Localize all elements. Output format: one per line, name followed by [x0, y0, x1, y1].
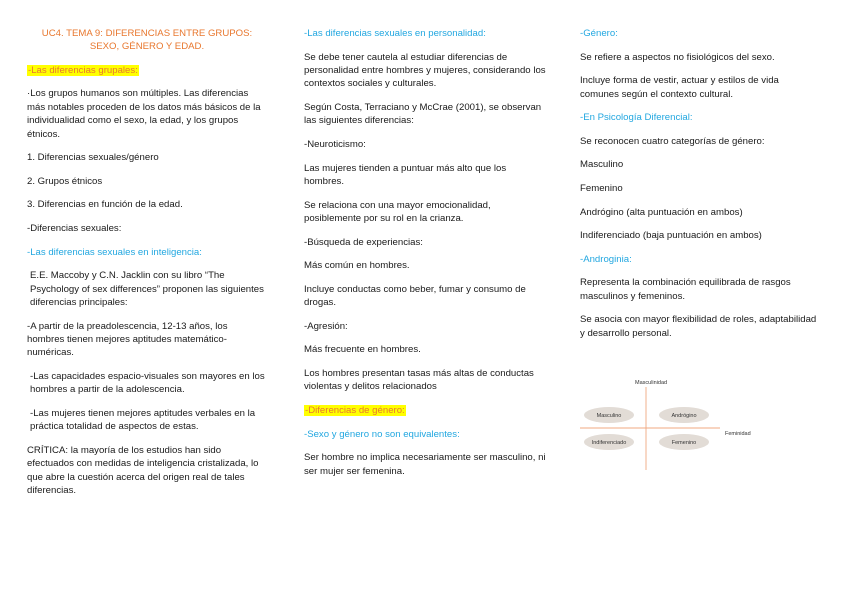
paragraph: Las mujeres tienden a puntuar más alto que los hombres.: [304, 162, 507, 187]
paragraph: -A partir de la preadolescencia, 12-13 años, los hombres tienen mejores aptitudes matemático-numéricas.: [27, 320, 228, 359]
paragraph: Se relaciona con una mayor emocionalidad, posiblemente por su rol en la crianza.: [304, 199, 491, 224]
paragraph-critica: CRÍTICA: la mayoría de los estudios han sido efectuados con medidas de inteligencia cristalizada, lo que abre la cuestión acerca del origen real de tales diferencias.: [27, 445, 259, 497]
column-1: [27, 27, 267, 508]
paragraph: Según Costa, Terraciano y McCrae (2001), se observan las siguientes diferencias:: [304, 102, 542, 127]
list-item: 2. Grupos étnicos: [27, 175, 103, 187]
list-item: 3. Diferencias en función de la edad.: [27, 199, 183, 211]
paragraph: ·Los grupos humanos son múltiples. Las diferencias más notables proceden de los datos más básicos de la individualidad como el sexo, la edad, y los grupos étnicos.: [27, 88, 261, 140]
paragraph: Se debe tener cautela al estudiar diferencias de personalidad entre hombres y mujeres, considerando los contextos sociales y culturales.: [304, 51, 546, 90]
list-item: 1. Diferencias sexuales/género: [27, 152, 159, 164]
quadrant-androgino-label: Andrógino: [671, 413, 697, 419]
paragraph: Más frecuente en hombres.: [304, 344, 421, 356]
paragraph: Se reconocen cuatro categorías de género:: [580, 135, 765, 147]
gender-quadrant-diagram: [580, 378, 760, 473]
paragraph: -Agresión:: [304, 320, 348, 332]
heading-sexo-genero: -Sexo y género no son equivalentes:: [304, 428, 460, 440]
list-item: Femenino: [580, 182, 623, 194]
quadrant-indiferenciado-label: Indiferenciado: [591, 440, 627, 446]
heading-genero: -Género:: [580, 28, 618, 39]
heading-diferencias-grupales: -Las diferencias grupales:: [28, 64, 138, 76]
list-item: Indiferenciado (baja puntuación en ambos): [580, 230, 762, 242]
list-item: Andrógino (alta puntuación en ambos): [580, 206, 743, 218]
page-title: UC4. TEMA 9: DIFERENCIAS ENTRE GRUPOS: SEXO, GÉNERO Y EDAD.: [41, 28, 253, 53]
paragraph: Incluye forma de vestir, actuar y estilos de vida comunes según el contexto cultural.: [580, 75, 779, 100]
paragraph: Los hombres presentan tasas más altas de conductas violentas y delitos relacionados: [304, 367, 534, 393]
paragraph: -Búsqueda de experiencias:: [304, 236, 423, 248]
paragraph: Ser hombre no implica necesariamente ser masculino, ni ser mujer ser femenina.: [304, 452, 546, 477]
axis-label-feminidad: Feminidad: [725, 431, 751, 437]
heading-diferencias-genero: -Diferencias de género:: [305, 404, 405, 416]
axis-label-masculinidad: Masculinidad: [635, 380, 668, 386]
paragraph: Más común en hombres.: [304, 260, 410, 272]
paragraph: Incluye conductas como beber, fumar y consumo de drogas.: [304, 283, 526, 309]
paragraph: Se asocia con mayor flexibilidad de roles, adaptabilidad y desarrollo personal.: [580, 314, 817, 339]
paragraph: -Neuroticismo:: [304, 139, 366, 150]
heading-diferencias-sexuales: -Diferencias sexuales:: [27, 223, 122, 234]
column-3: [580, 27, 820, 350]
heading-psicologia-diferencial: -En Psicología Diferencial:: [580, 112, 693, 124]
list-item: Masculino: [580, 159, 624, 171]
heading-inteligencia: -Las diferencias sexuales en inteligencia:: [27, 246, 202, 258]
quadrant-femenino-label: Femenino: [671, 440, 697, 446]
column-2: [304, 27, 546, 488]
paragraph: -Las capacidades espacio-visuales son mayores en los hombres a partir de la adolescencia.: [30, 371, 265, 396]
heading-personalidad: -Las diferencias sexuales en personalidad:: [304, 28, 486, 39]
paragraph: E.E. Maccoby y C.N. Jacklin con su libro “The Psychology of sex differences” proponen las siguientes diferencias principales:: [30, 270, 264, 308]
heading-androginia: -Androginia:: [580, 253, 632, 265]
paragraph: Representa la combinación equilibrada de rasgos masculinos y femeninos.: [580, 277, 791, 302]
quadrant-masculino-label: Masculino: [596, 413, 622, 419]
paragraph: Se refiere a aspectos no fisiológicos del sexo.: [580, 51, 775, 63]
paragraph: -Las mujeres tienen mejores aptitudes verbales en la práctica totalidad de aspectos de estas.: [30, 408, 256, 433]
